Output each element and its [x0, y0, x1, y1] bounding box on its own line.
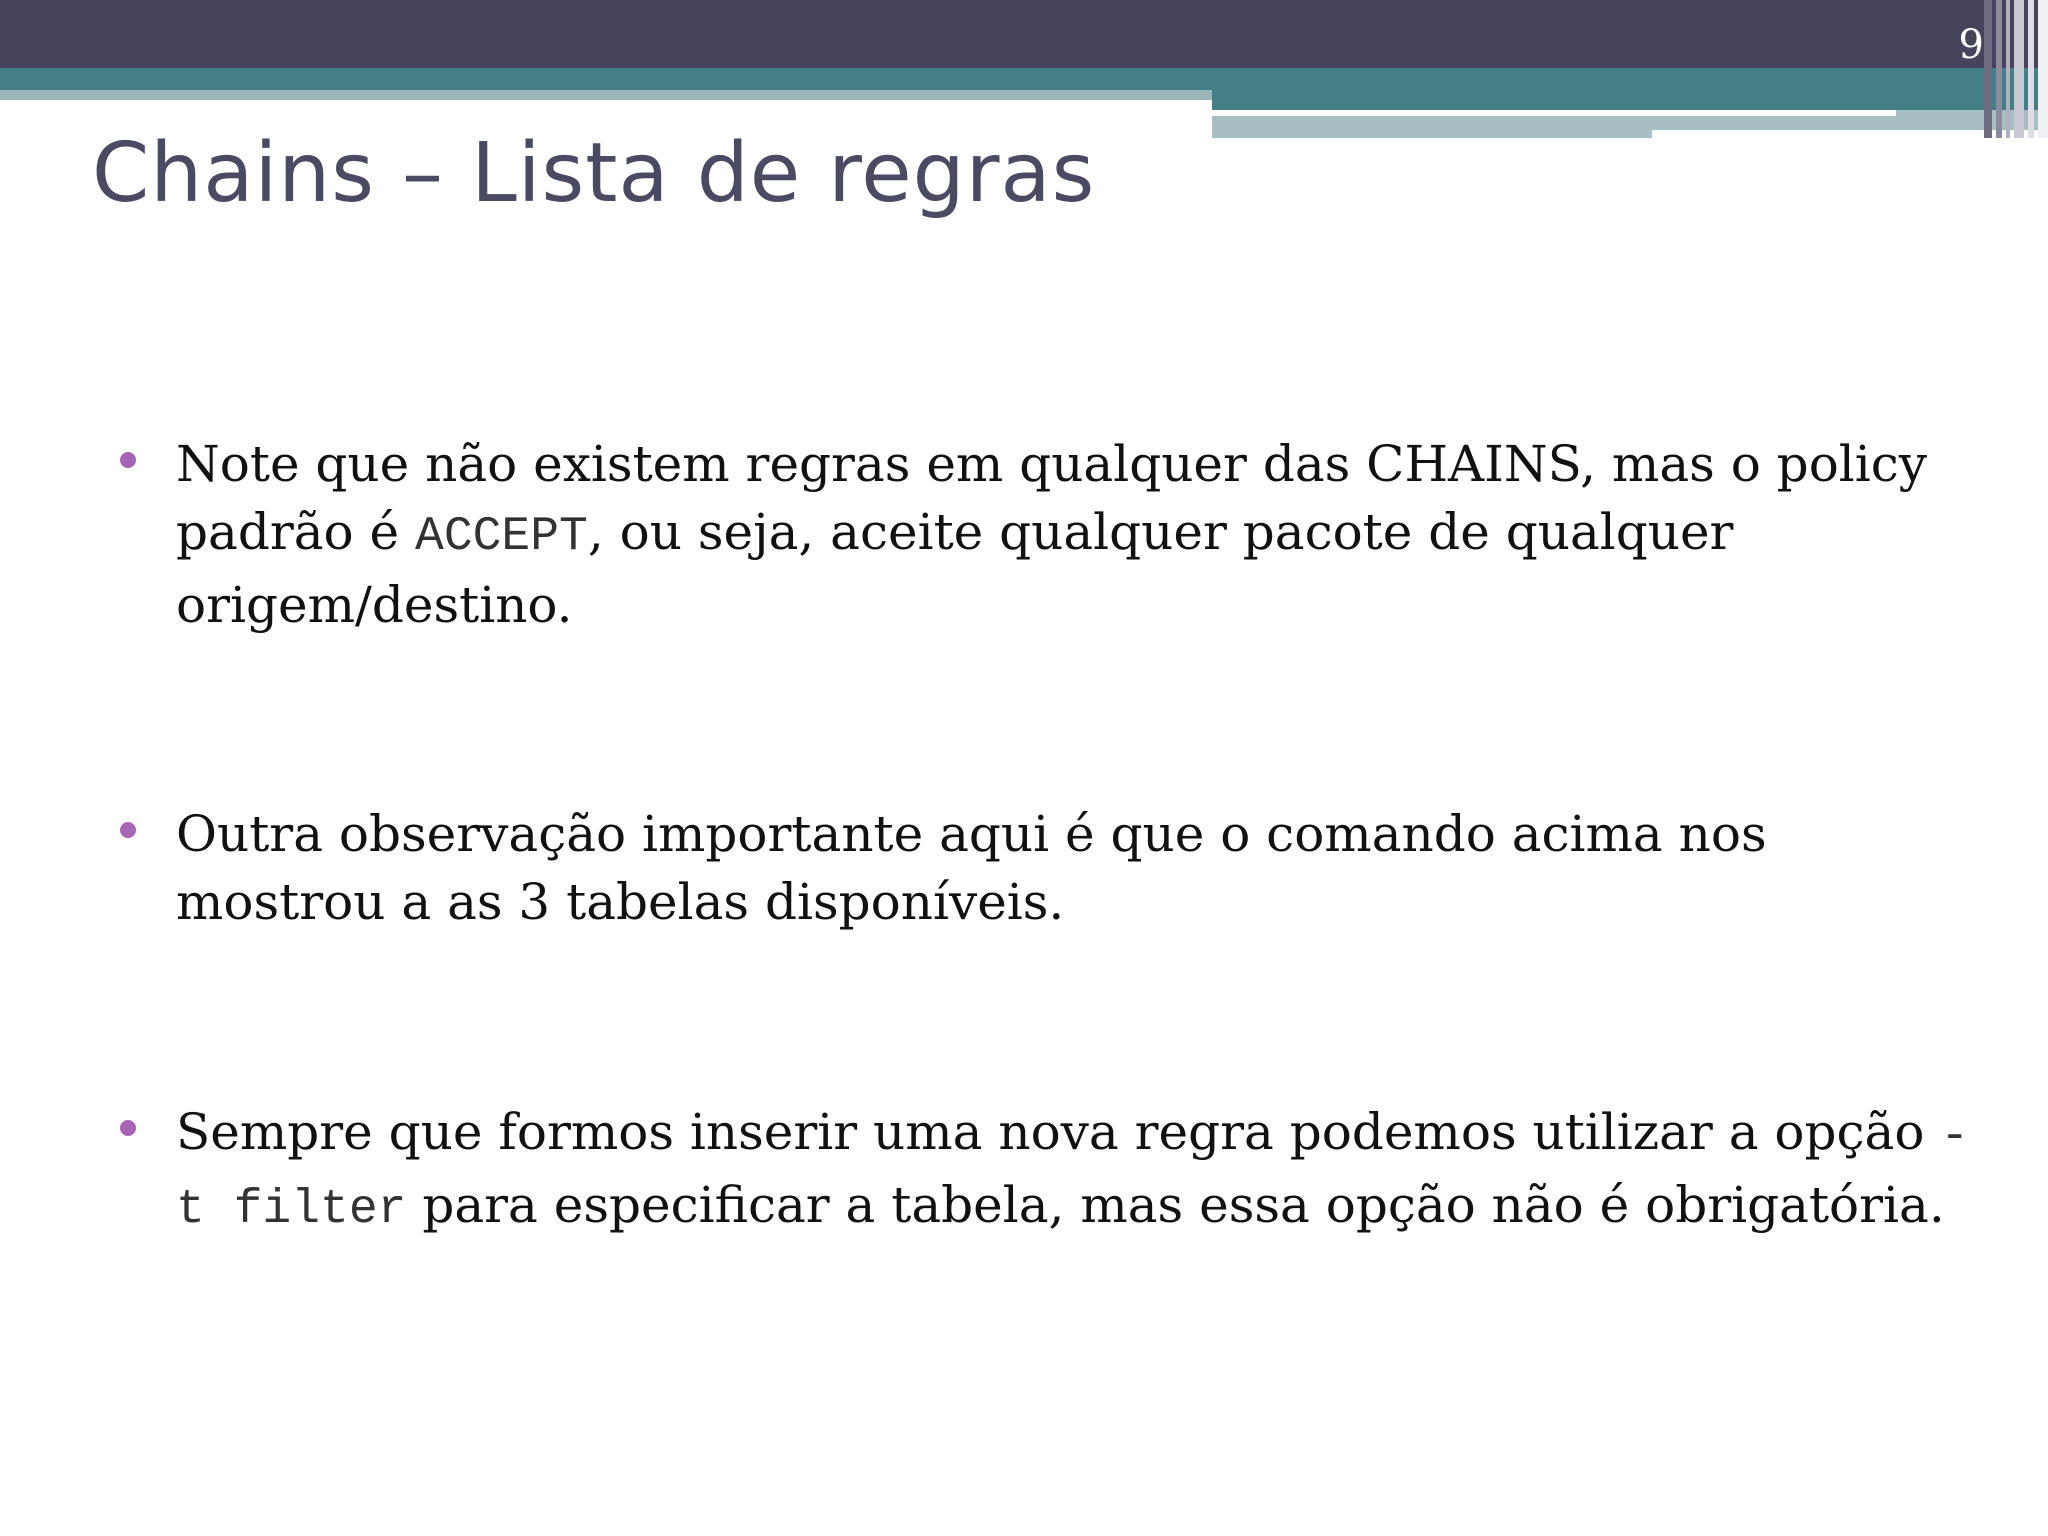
bullet-item	[120, 1098, 1976, 1244]
header-divider-line	[1212, 110, 1896, 116]
bullet-text: Note que não existem regras em qualquer das CHAINS, mas o policy padrão é	[176, 435, 1928, 561]
header-stripe	[2014, 0, 2024, 138]
bullet-text: Outra observação importante aqui é que o comando acima nos mostrou a as 3 tabelas disponíveis.	[176, 805, 1767, 931]
slide-title: Chains – Lista de regras	[92, 126, 1096, 221]
header-stripe	[2038, 0, 2048, 138]
bullet-marker-icon	[120, 822, 136, 838]
bullet-text: Sempre que formos inserir uma nova regra podemos utilizar a opção	[176, 1103, 1941, 1161]
header-light-band	[0, 90, 1212, 100]
bullet-text: para especificar a tabela, mas essa opção não é obrigatória.	[406, 1176, 1945, 1234]
inline-code: -t filter	[176, 1110, 1970, 1237]
header-teal-band-right	[1212, 90, 2048, 110]
header-stripe	[1984, 0, 1992, 138]
bullet-marker-icon	[120, 1120, 136, 1136]
bullet-item	[120, 430, 1976, 639]
header-dark-band	[0, 0, 2048, 68]
header-teal-band	[0, 68, 2048, 90]
inline-code: ACCEPT	[415, 510, 588, 564]
bullet-item	[120, 800, 1976, 936]
bullet-marker-icon	[120, 452, 136, 468]
header-stripe	[2006, 0, 2010, 138]
bullet-text: , ou seja, aceite qualquer pacote de qualquer origem/destino.	[176, 503, 1734, 634]
header-stripe	[2028, 0, 2034, 138]
slide-number: 9	[1958, 22, 1984, 68]
header-stripe	[1996, 0, 2002, 138]
